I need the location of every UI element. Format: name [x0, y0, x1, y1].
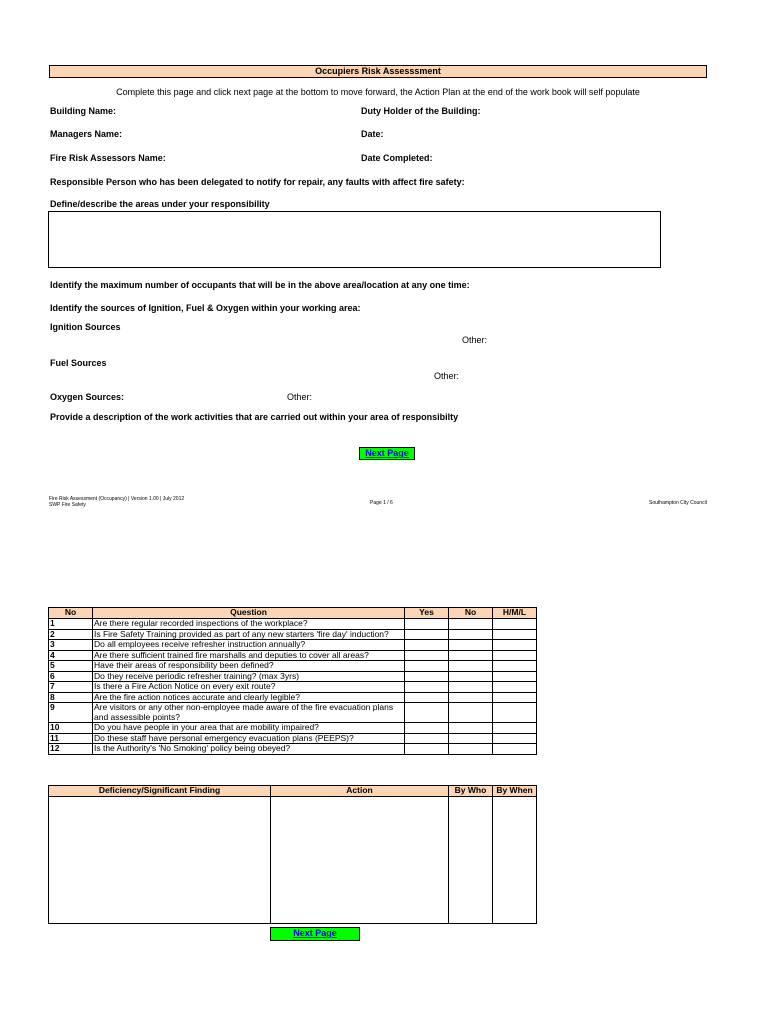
footer-page-number: Page 1 / 6: [370, 500, 393, 506]
footer-left-line1: Fire Risk Assessment (Occupancy) | Version 1.00 | July 2012: [49, 496, 185, 502]
responsible-person-label: Responsible Person who has been delegated to notify for repair, any faults with affect fire safety:: [50, 177, 465, 187]
date-label: Date:: [361, 129, 384, 139]
question-text: Have their areas of responsibility been defined?: [93, 661, 405, 672]
action-plan-body-row: [49, 797, 537, 924]
by-when-cell[interactable]: [493, 797, 537, 924]
question-number: 11: [49, 733, 93, 744]
building-name-label: Building Name:: [50, 106, 117, 116]
question-number: 4: [49, 650, 93, 661]
question-text: Is Fire Safety Training provided as part of any new starters 'fire day' induction?: [93, 629, 405, 640]
question-row: [49, 682, 537, 693]
no-cell[interactable]: [449, 629, 493, 640]
question-row: [49, 650, 537, 661]
question-row: [49, 723, 537, 734]
footer-left: [49, 496, 184, 508]
action-plan-table: [48, 785, 537, 924]
question-text: Do they receive periodic refresher training? (max 3yrs): [93, 671, 405, 682]
hml-cell[interactable]: [493, 629, 537, 640]
hml-cell[interactable]: [493, 671, 537, 682]
hml-cell[interactable]: [493, 733, 537, 744]
header-question: Question: [93, 608, 405, 619]
managers-name-label: Managers Name:: [50, 129, 123, 139]
question-text: Are the fire action notices accurate and clearly legible?: [93, 692, 405, 703]
questions-header-row: [49, 608, 537, 619]
yes-cell[interactable]: [405, 661, 449, 672]
no-cell[interactable]: [449, 692, 493, 703]
question-text: Do all employees receive refresher instruction annually?: [93, 640, 405, 651]
question-number: 3: [49, 640, 93, 651]
question-text: Are there sufficient trained fire marshalls and deputies to cover all areas?: [93, 650, 405, 661]
no-cell[interactable]: [449, 671, 493, 682]
areas-textbox[interactable]: [48, 211, 661, 268]
oxygen-sources-label: Oxygen Sources:: [50, 392, 125, 402]
no-cell[interactable]: [449, 733, 493, 744]
hml-cell[interactable]: [493, 744, 537, 755]
question-number: 10: [49, 723, 93, 734]
date-completed-label: Date Completed:: [361, 153, 433, 163]
next-page-button-2[interactable]: Next Page: [270, 927, 360, 941]
yes-cell[interactable]: [405, 744, 449, 755]
no-cell[interactable]: [449, 703, 493, 723]
yes-cell[interactable]: [405, 629, 449, 640]
no-cell[interactable]: [449, 723, 493, 734]
deficiency-cell[interactable]: [49, 797, 271, 924]
yes-cell[interactable]: [405, 650, 449, 661]
work-activities-label: Provide a description of the work activities that are carried out within your area of responsibilty: [50, 412, 459, 422]
yes-cell[interactable]: [405, 733, 449, 744]
question-number: 6: [49, 671, 93, 682]
max-occupants-label: Identify the maximum number of occupants that will be in the above area/location at any one time:: [50, 280, 470, 290]
no-cell[interactable]: [449, 650, 493, 661]
header-yes: Yes: [405, 608, 449, 619]
question-text: Do these staff have personal emergency evacuation plans (PEEPS)?: [93, 733, 405, 744]
question-text: Is the Authority's 'No Smoking' policy being obeyed?: [93, 744, 405, 755]
hml-cell[interactable]: [493, 703, 537, 723]
page-title: Occupiers Risk Assesssment: [49, 65, 707, 78]
next-page-button[interactable]: Next Page: [359, 447, 415, 460]
hml-cell[interactable]: [493, 723, 537, 734]
header-deficiency-finding: Deficiency/Significant Finding: [49, 786, 271, 797]
question-number: 5: [49, 661, 93, 672]
header-by-when: By When: [493, 786, 537, 797]
hml-cell[interactable]: [493, 682, 537, 693]
question-text: Are there regular recorded inspections of the workplace?: [93, 619, 405, 630]
ignition-other-label: Other:: [462, 335, 488, 345]
question-row: [49, 661, 537, 672]
yes-cell[interactable]: [405, 703, 449, 723]
question-row: [49, 703, 537, 723]
question-row: [49, 744, 537, 755]
oxygen-other-label: Other:: [287, 392, 313, 402]
hml-cell[interactable]: [493, 619, 537, 630]
yes-cell[interactable]: [405, 671, 449, 682]
question-number: 12: [49, 744, 93, 755]
question-row: [49, 671, 537, 682]
question-row: [49, 629, 537, 640]
hml-cell[interactable]: [493, 640, 537, 651]
ignition-sources-label: Ignition Sources: [50, 322, 121, 332]
no-cell[interactable]: [449, 661, 493, 672]
question-text: Do you have people in your area that are mobility impaired?: [93, 723, 405, 734]
action-plan-header-row: [49, 786, 537, 797]
yes-cell[interactable]: [405, 619, 449, 630]
by-who-cell[interactable]: [449, 797, 493, 924]
question-row: [49, 640, 537, 651]
yes-cell[interactable]: [405, 682, 449, 693]
action-cell[interactable]: [271, 797, 449, 924]
header-no-answer: No: [449, 608, 493, 619]
question-number: 9: [49, 703, 93, 723]
header-by-who: By Who: [449, 786, 493, 797]
header-action: Action: [271, 786, 449, 797]
fire-risk-assessors-label: Fire Risk Assessors Name:: [50, 153, 166, 163]
question-row: [49, 733, 537, 744]
question-number: 8: [49, 692, 93, 703]
question-text: Is there a Fire Action Notice on every exit route?: [93, 682, 405, 693]
fuel-other-label: Other:: [434, 371, 460, 381]
question-number: 2: [49, 629, 93, 640]
no-cell[interactable]: [449, 640, 493, 651]
question-number: 7: [49, 682, 93, 693]
header-no: No: [49, 608, 93, 619]
question-row: [49, 692, 537, 703]
yes-cell[interactable]: [405, 692, 449, 703]
fuel-sources-label: Fuel Sources: [50, 358, 107, 368]
hml-cell[interactable]: [493, 661, 537, 672]
no-cell[interactable]: [449, 619, 493, 630]
duty-holder-label: Duty Holder of the Building:: [361, 106, 481, 116]
no-cell[interactable]: [449, 682, 493, 693]
question-number: 1: [49, 619, 93, 630]
define-areas-label: Define/describe the areas under your responsibility: [50, 199, 270, 209]
sources-label: Identify the sources of Ignition, Fuel & Oxygen within your working area:: [50, 303, 361, 313]
question-row: [49, 619, 537, 630]
header-hml: H/M/L: [493, 608, 537, 619]
intro-text: Complete this page and click next page at the bottom to move forward, the Action Plan at the end of the work book will self populate: [116, 87, 640, 97]
footer-right: Southampton City Council: [649, 500, 707, 506]
footer-left-line2: SWP Fire Safety: [49, 502, 86, 508]
question-text: Are visitors or any other non-employee made aware of the fire evacuation plans and assessible points?: [93, 703, 405, 723]
yes-cell[interactable]: [405, 640, 449, 651]
hml-cell[interactable]: [493, 650, 537, 661]
hml-cell[interactable]: [493, 692, 537, 703]
yes-cell[interactable]: [405, 723, 449, 734]
questions-table: [48, 607, 537, 755]
no-cell[interactable]: [449, 744, 493, 755]
